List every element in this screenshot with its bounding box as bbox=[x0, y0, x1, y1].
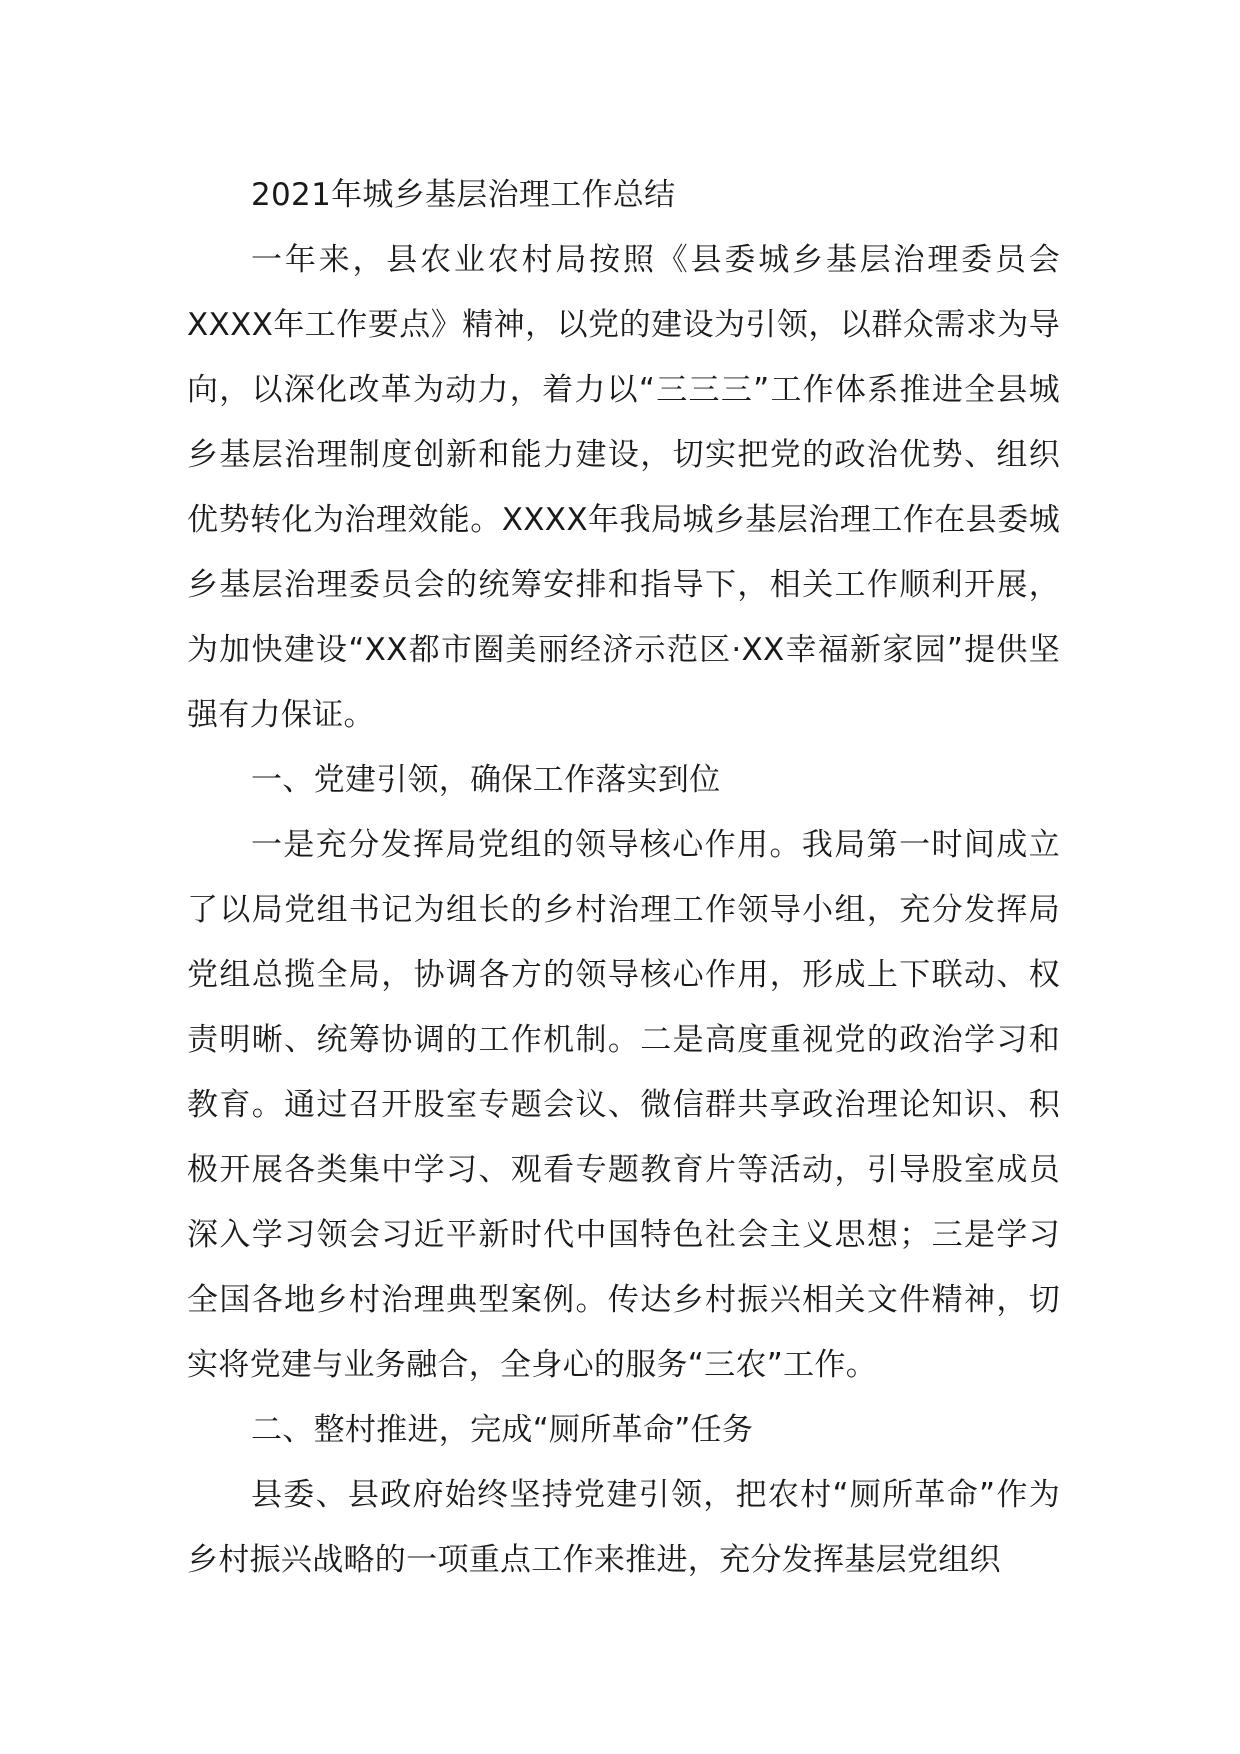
section-1-heading: 一、党建引领，确保工作落实到位 bbox=[251, 762, 721, 798]
document-title: 2021年城乡基层治理工作总结 bbox=[251, 177, 676, 213]
intro-paragraph: 一年来，县农业农村局按照《县委城乡基层治理委员会XXXX年工作要点》精神，以党的建设为引领，以群众需求为导向，以深化改革为动力，着力以“三三三”工作体系推进全县城乡基层治理制度创新和能力建设，切实把党的政治优势、组织优势转化为治理效能。XXXX年我局城乡基层治理工作在县委城乡基层治理委员会的统筹安排和指导下，相关工作顺利开展，为加快建设“XX都市圈美丽经济示范区·XX幸福新家园”提供坚强有力保证。 bbox=[187, 242, 1060, 733]
document-page bbox=[187, 163, 1060, 1593]
section-2-paragraph: 县委、县政府始终坚持党建引领，把农村“厕所革命”作为乡村振兴战略的一项重点工作来推进，充分发挥基层党组织 bbox=[187, 1477, 1060, 1578]
section-1-paragraph: 一是充分发挥局党组的领导核心作用。我局第一时间成立了以局党组书记为组长的乡村治理工作领导小组，充分发挥局党组总揽全局，协调各方的领导核心作用，形成上下联动、权责明晰、统筹协调的工作机制。二是高度重视党的政治学习和教育。通过召开股室专题会议、微信群共享政治理论知识、积极开展各类集中学习、观看专题教育片等活动，引导股室成员深入学习领会习近平新时代中国特色社会主义思想；三是学习全国各地乡村治理典型案例。传达乡村振兴相关文件精神，切实将党建与业务融合，全身心的服务“三农”工作。 bbox=[187, 827, 1060, 1383]
section-2-heading: 二、整村推进，完成“厕所革命”任务 bbox=[251, 1412, 754, 1448]
